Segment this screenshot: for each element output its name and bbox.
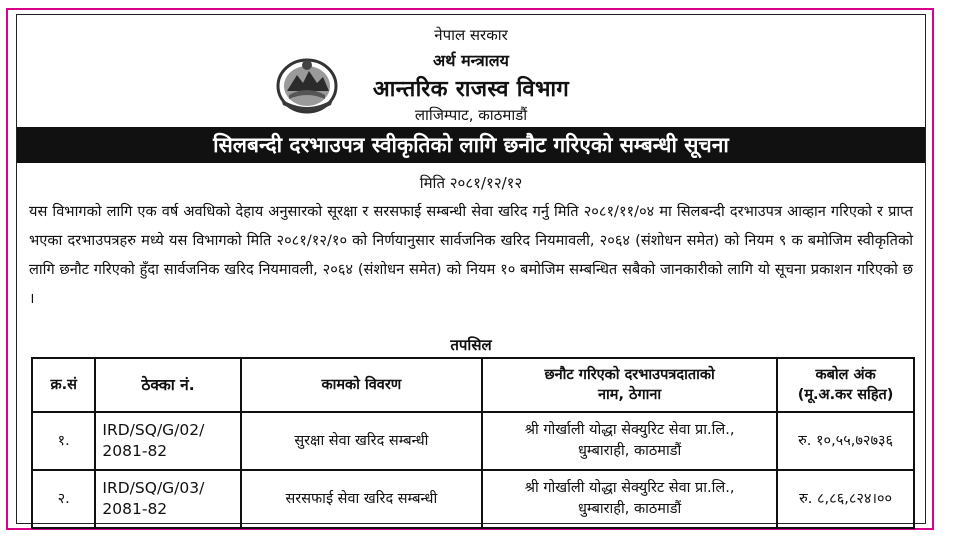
department-address: लाजिम्पाट, काठमाडौं xyxy=(414,106,528,124)
header-description: कामको विवरण xyxy=(241,358,482,412)
table-row xyxy=(32,470,914,528)
row-contract-no xyxy=(95,470,240,528)
schedule-label: तपसिल xyxy=(450,336,492,354)
header-sn: क्र.सं xyxy=(32,358,95,412)
header-amount xyxy=(777,358,914,412)
row-sn: १. xyxy=(32,412,95,470)
row-contract-line2: 2081-82 xyxy=(102,500,168,518)
notice-title: सिलबन्दी दरभाउपत्र स्वीकृतिको लागि छनौट गरिएको सम्बन्धी सूचना xyxy=(17,127,925,163)
table-header-row xyxy=(32,358,914,412)
row-amount: रु. १०,५५,७२७३६ xyxy=(777,412,914,470)
department-name: आन्तरिक राजस्व विभाग xyxy=(372,77,570,102)
notice-body: यस विभागको लागि एक वर्ष अवधिको देहाय अनुसारको सूरक्षा र सरसफाई सम्बन्धी सेवा खरिद गर्नु मिति २०८१/११/०४ मा सिलबन्दी दरभाउपत्र आव्हान गरिएको र प्राप्त भएका दरभाउपत्रहरु मध्ये यस विभागको मिति २०८१/१२/१० को निर्णयानुसार सार्वजनिक खरिद नियमावली, २०६४ (संशोधन समेत) को नियम ९ क बमोजिम स्वीकृतिको लागि छनौट गरिएको हुँदा सार्वजनिक खरिद नियमावली, २०६४ (संशोधन समेत) को नियम १० बमोजिम सम्बन्धित सबैको जानकारीको लागि यो सूचना प्रकाशन गरिएको छ । xyxy=(29,203,913,307)
notice-date: मिति २०८१/१२/१२ xyxy=(419,174,523,192)
header-bidder-line2: नाम, ठेगाना xyxy=(598,387,662,403)
row-amount: रु. ८,८६,८२४।०० xyxy=(777,470,914,528)
row-contract-line2: 2081-82 xyxy=(102,442,168,460)
row-bidder-address: धुम्बाराही, काठमाडौं xyxy=(577,443,682,459)
row-bidder xyxy=(482,412,777,470)
table-row xyxy=(32,412,914,470)
header-bidder-line1: छनौट गरिएको दरभाउपत्रदाताको xyxy=(544,367,715,383)
row-bidder xyxy=(482,470,777,528)
ministry-name: अर्थ मन्त्रालय xyxy=(433,51,509,70)
row-contract-line1: IRD/SQ/G/02/ xyxy=(102,421,205,439)
row-contract-no xyxy=(95,412,240,470)
row-bidder-address: धुम्बाराही, काठमाडौं xyxy=(577,501,682,517)
letterhead xyxy=(17,15,925,125)
header-bidder xyxy=(482,358,777,412)
government-name: नेपाल सरकार xyxy=(434,26,508,44)
award-table xyxy=(31,357,915,529)
row-bidder-name: श्री गोर्खाली योद्धा सेक्युरिट सेवा प्रा.लि., xyxy=(524,480,735,496)
row-description: सुरक्षा सेवा खरिद सम्बन्धी xyxy=(241,412,482,470)
row-bidder-name: श्री गोर्खाली योद्धा सेक्युरिट सेवा प्रा.लि., xyxy=(524,422,735,438)
row-sn: २. xyxy=(32,470,95,528)
row-contract-line1: IRD/SQ/G/03/ xyxy=(102,479,205,497)
header-amount-line2: (मू.अ.कर सहित) xyxy=(797,387,894,403)
header-contract-no: ठेक्का नं. xyxy=(95,358,240,412)
header-amount-line1: कबोल अंक xyxy=(815,367,876,383)
notice-box xyxy=(16,14,926,524)
row-description: सरसफाई सेवा खरिद सम्बन्धी xyxy=(241,470,482,528)
